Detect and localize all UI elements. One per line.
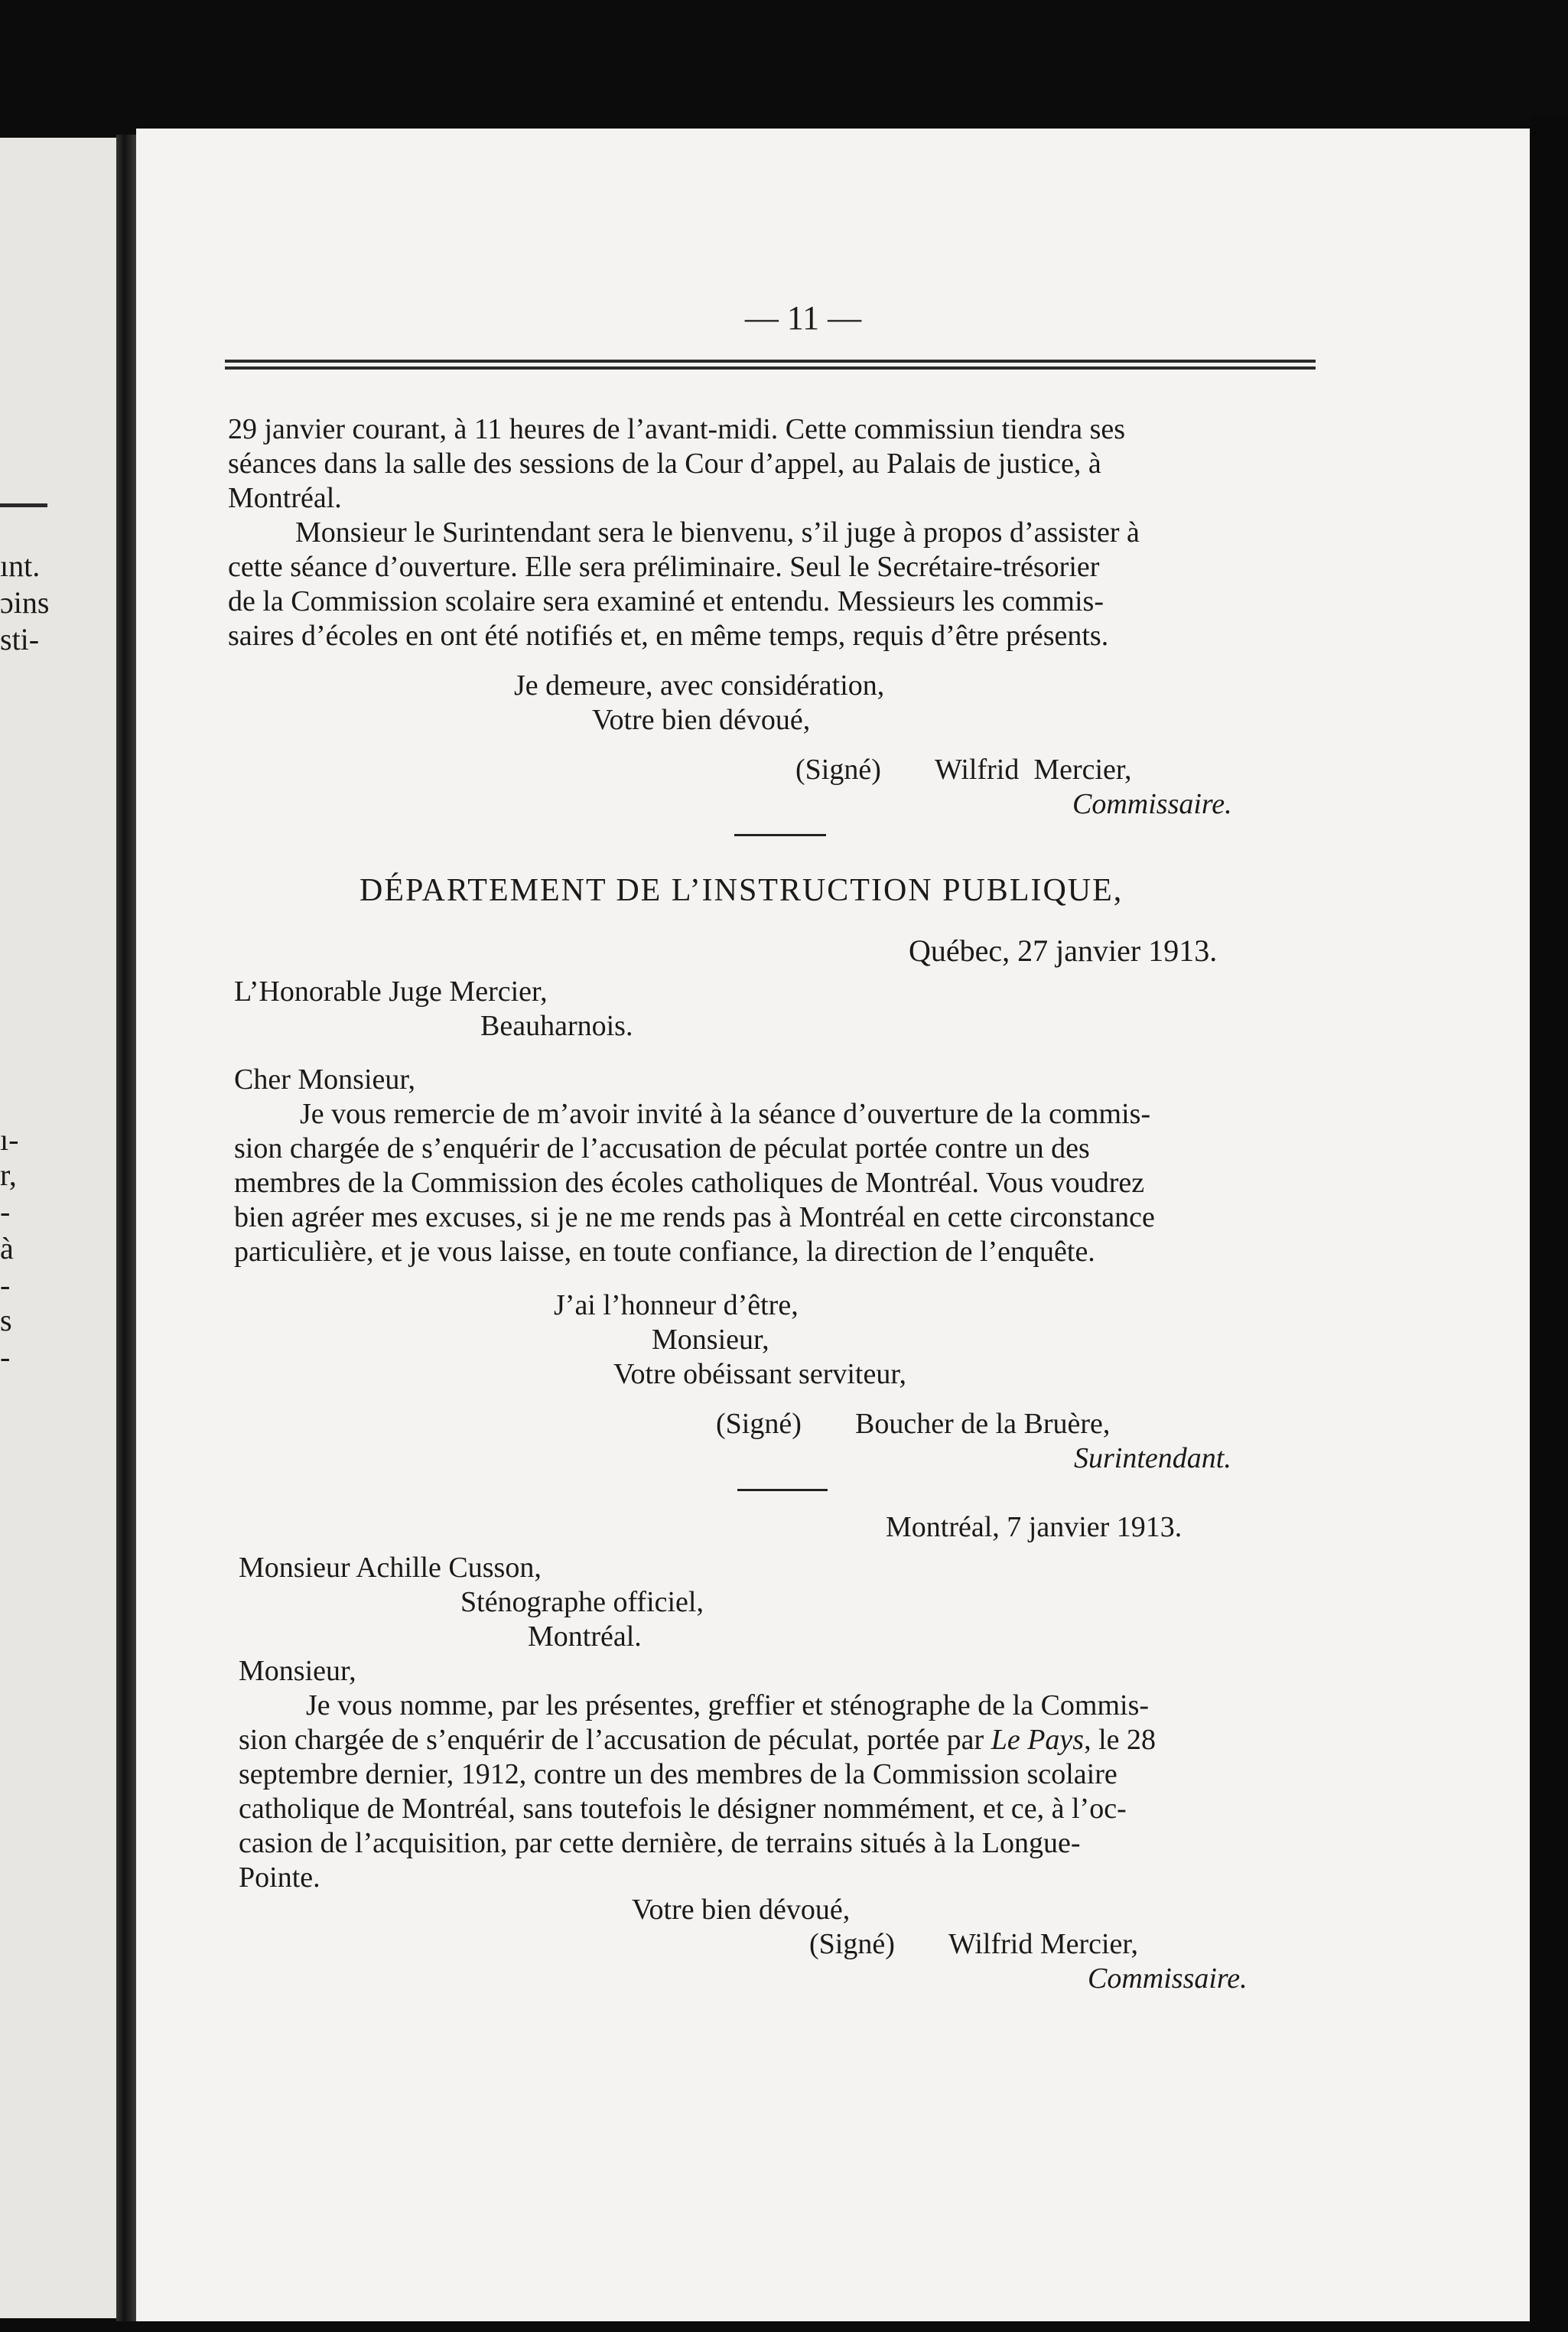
text-line: casion de l’acquisition, par cette dernière, de terrains situés à la Longue- (239, 1827, 1081, 1859)
letter-date: Québec, 27 janvier 1913. (909, 933, 1218, 968)
signature-name: Boucher de la Bruère, (855, 1408, 1111, 1440)
addressee-line: Sténographe officiel, (460, 1586, 704, 1618)
text-line: particulière, et je vous laisse, en toute confiance, la direction de l’enquête. (234, 1236, 1095, 1268)
text-line: Pointe. (239, 1861, 320, 1894)
text-line: catholique de Montréal, sans toutefois le désigner nommément, et ce, à l’oc- (239, 1793, 1127, 1825)
addressee-place: Montréal. (528, 1620, 642, 1653)
letter-date (886, 1511, 1182, 1545)
text-line: septembre dernier, 1912, contre un des membres de la Commission scolaire (239, 1758, 1117, 1790)
left-fragment: ınt. (0, 549, 41, 583)
left-fragment: - (0, 1194, 11, 1229)
text-segment: , le 28 (1084, 1724, 1156, 1756)
signed-label: (Signé) (809, 1928, 895, 1960)
header-double-rule (225, 360, 1316, 370)
addressee-line (239, 1552, 542, 1585)
left-fragment: r, (0, 1158, 17, 1192)
signature-title: Commissaire. (1072, 788, 1232, 820)
date-place: Montréal, (886, 1511, 1000, 1543)
signature-last: Mercier, (1033, 754, 1132, 786)
closing-line: Monsieur, (652, 1324, 769, 1356)
text-line: de la Commission scolaire sera examiné et entendu. Messieurs les commis- (228, 585, 1104, 617)
signed-label: (Signé) (716, 1408, 802, 1440)
addressee-prefix: Monsieur (239, 1552, 350, 1584)
text-segment: sion chargée de s’enquérir de l’accusation de péculat, portée par (239, 1724, 991, 1756)
text-line (239, 1724, 1156, 1757)
text-line: Je vous nomme, par les présentes, greffier et sténographe de la Commis- (306, 1689, 1150, 1721)
left-page-edge (0, 138, 116, 2318)
addressee-prefix: L’Honorable (234, 975, 382, 1008)
book-binding (116, 135, 136, 2321)
text-line: saires d’écoles en ont été notifiés et, en même temps, requis d’être présents. (228, 620, 1109, 652)
salutation: Monsieur, (239, 1655, 356, 1687)
newspaper-title: Le Pays (991, 1724, 1085, 1756)
signature-title: Commissaire. (1088, 1962, 1248, 1995)
text-line: cette séance d’ouverture. Elle sera préliminaire. Seul le Secrétaire-trésorier (228, 551, 1100, 583)
section-separator (734, 834, 826, 836)
text-line: Montréal. (228, 482, 342, 514)
signature-name: Wilfrid Mercier, (948, 1928, 1139, 1960)
left-page-rule (0, 503, 47, 507)
signed-label: (Signé) (795, 754, 881, 786)
page-number: — 11 — (744, 299, 862, 337)
left-fragment: ɔins (0, 585, 50, 620)
signature-title: Surintendant. (1074, 1442, 1231, 1474)
text-line: séances dans la salle des sessions de la Cour d’appel, au Palais de justice, à (228, 448, 1101, 480)
text-line: Je vous remercie de m’avoir invité à la séance d’ouverture de la commis- (300, 1098, 1151, 1130)
addressee-line (234, 975, 548, 1009)
addressee-name: Achille Cusson, (356, 1552, 542, 1584)
right-dark-edge (1530, 115, 1568, 2332)
closing-line: Votre obéissant serviteur, (613, 1358, 906, 1390)
signature-first: Wilfrid (935, 754, 1020, 786)
signature-name (935, 754, 1132, 787)
department-heading: DÉPARTEMENT DE L’INSTRUCTION PUBLIQUE, (359, 873, 1124, 908)
text-line: bien agréer mes excuses, si je ne me rends pas à Montréal en cette circonstance (234, 1201, 1155, 1233)
left-fragment: ı- (0, 1122, 19, 1157)
left-fragment: - (0, 1340, 11, 1374)
text-line: 29 janvier courant, à 11 heures de l’avant-midi. Cette commissiun tiendra ses (228, 413, 1126, 445)
salutation: Cher Monsieur, (234, 1063, 415, 1096)
date-value: 7 janvier 1913. (1007, 1511, 1183, 1543)
text-line: Monsieur le Surintendant sera le bienvenu, s’il juge à propos d’assister à (295, 516, 1140, 549)
left-fragment: - (0, 1268, 11, 1302)
left-fragment: sti- (0, 622, 40, 656)
text-line: membres de la Commission des écoles catholiques de Montréal. Vous voudrez (234, 1167, 1145, 1199)
section-separator (737, 1489, 828, 1491)
addressee-name: Juge Mercier, (389, 975, 548, 1008)
closing-line: J’ai l’honneur d’être, (554, 1289, 799, 1321)
left-fragment: à (0, 1231, 14, 1265)
closing-line: Votre bien dévoué, (592, 704, 811, 736)
closing-line: Je demeure, avec considération, (514, 669, 885, 702)
closing-line: Votre bien dévoué, (632, 1894, 851, 1926)
text-line: sion chargée de s’enquérir de l’accusation de péculat portée contre un des (234, 1132, 1090, 1164)
left-fragment: s (0, 1303, 12, 1337)
addressee-place: Beauharnois. (480, 1010, 633, 1042)
